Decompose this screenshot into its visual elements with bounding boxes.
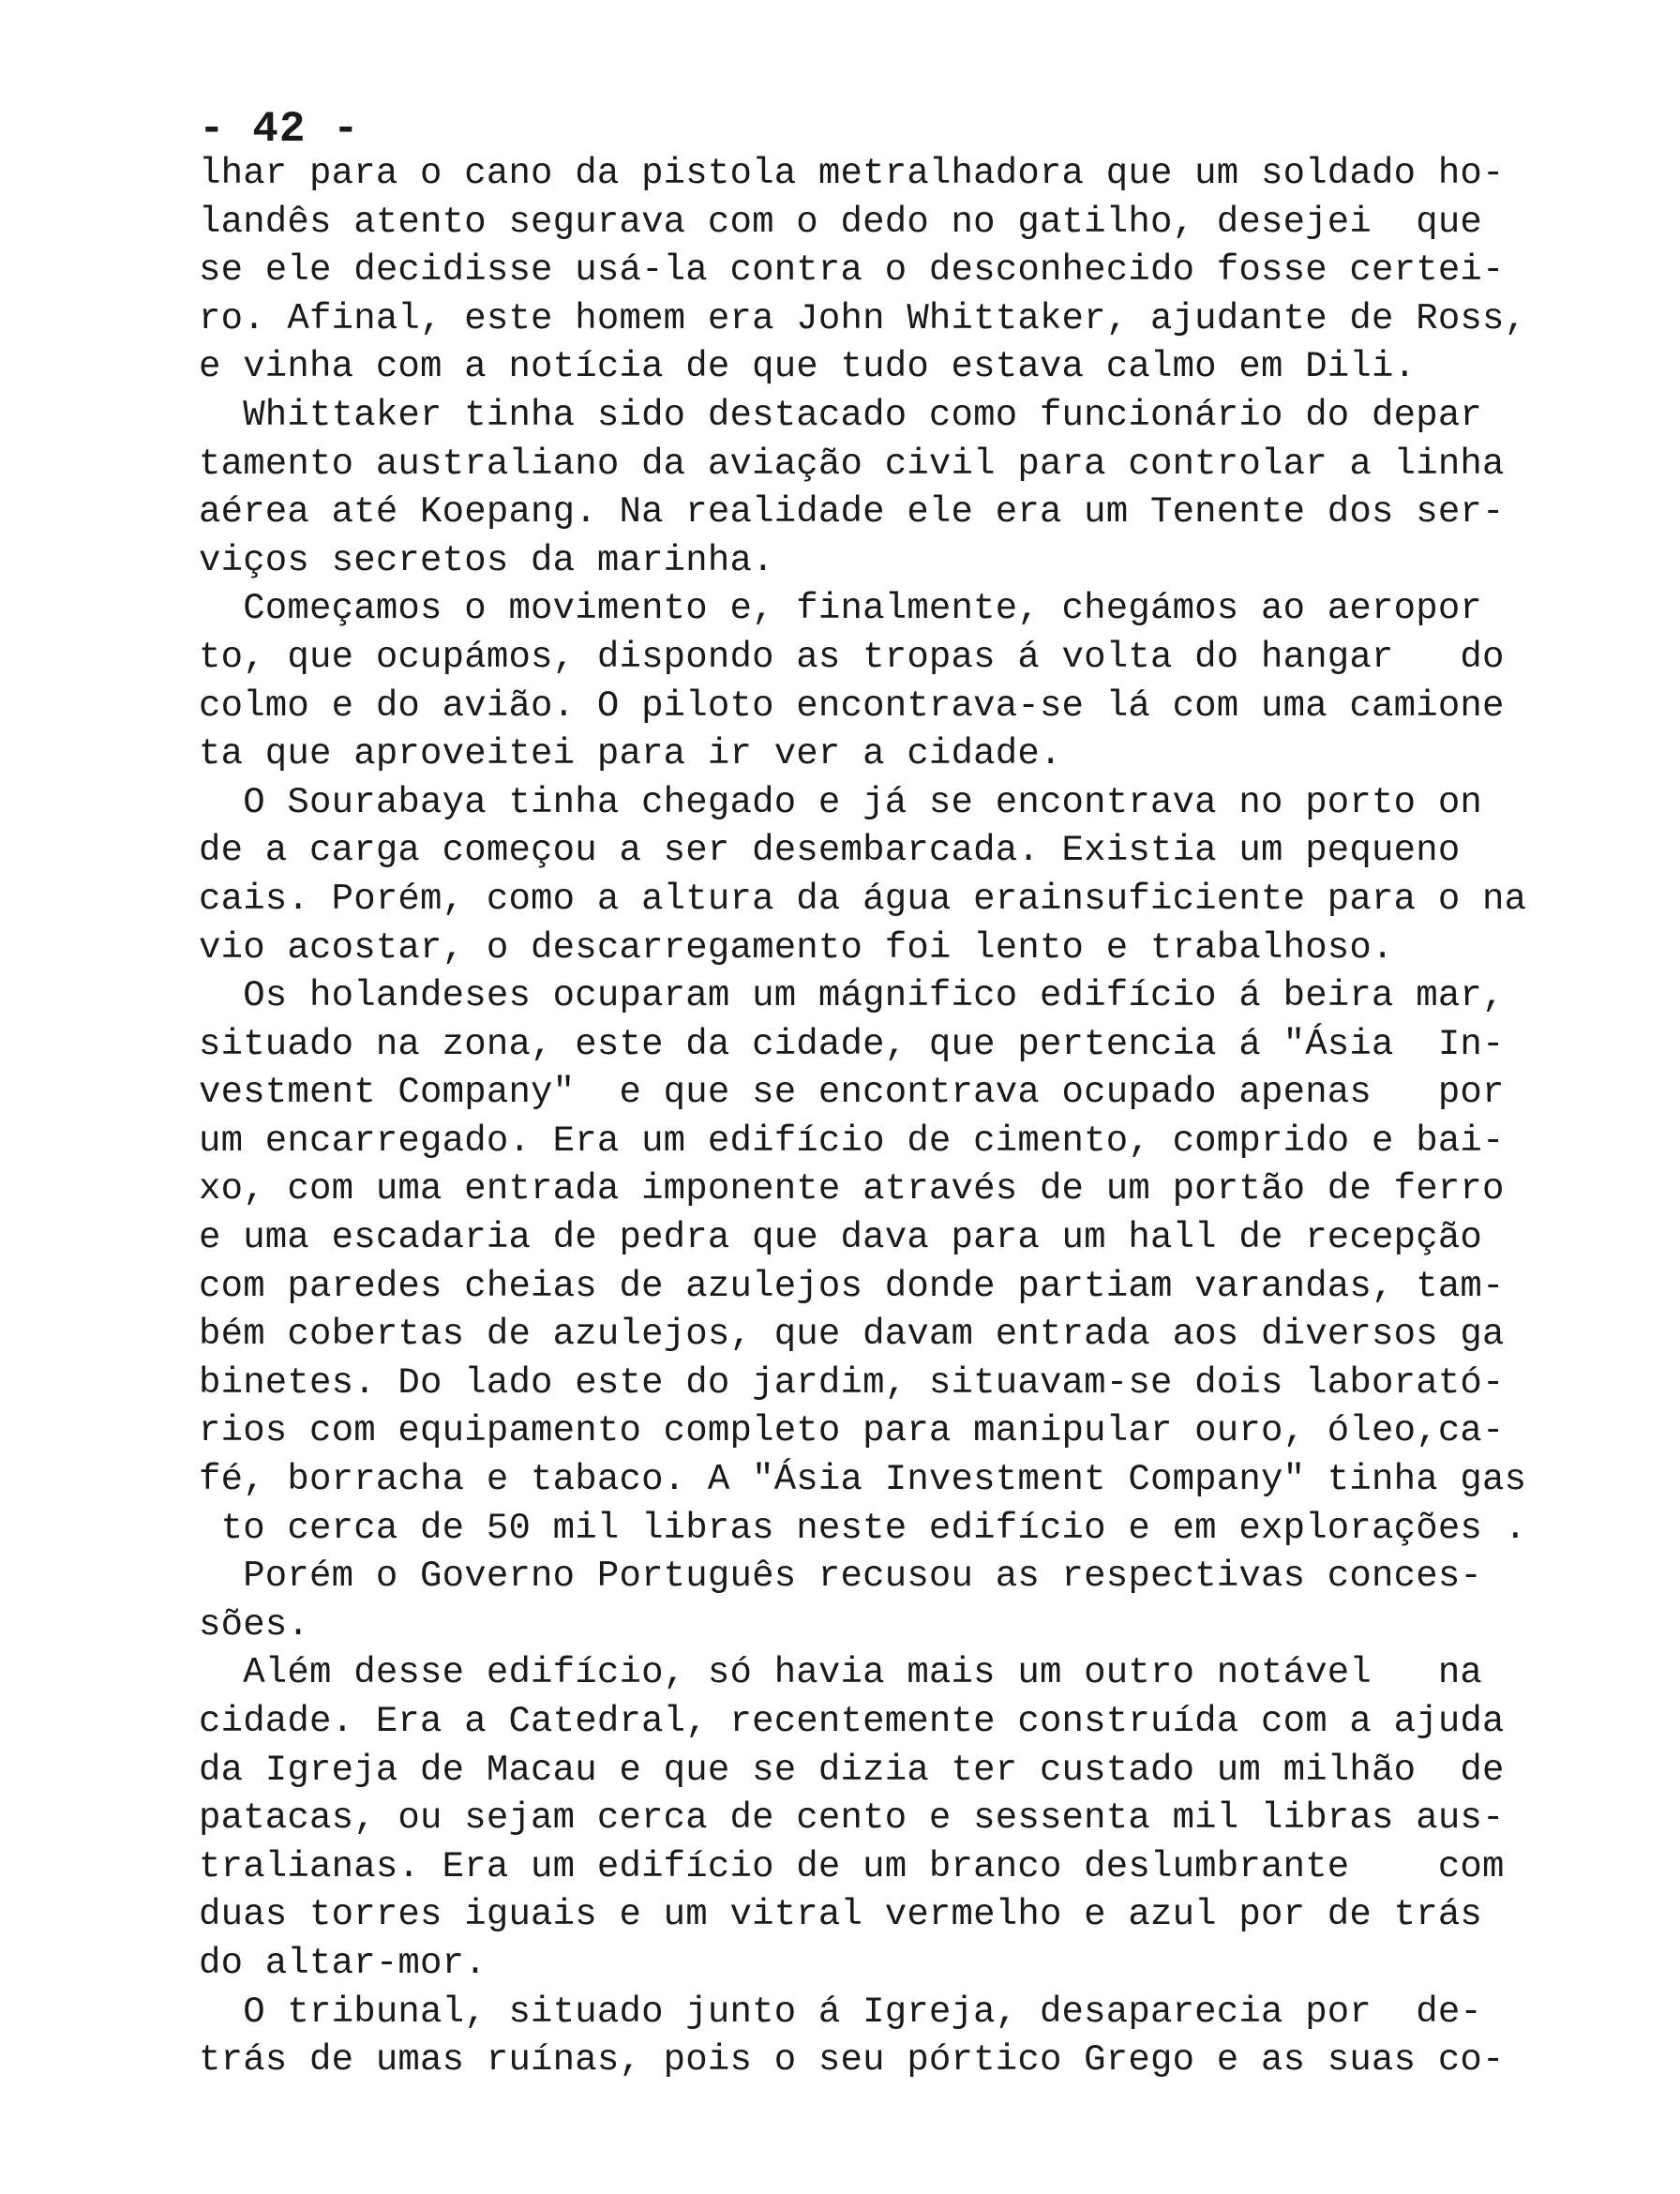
- text-line: xo, com uma entrada imponente através de um portão de ferro: [199, 1168, 1505, 1210]
- text-line: vio acostar, o descarregamento foi lento e trabalhoso.: [199, 926, 1394, 969]
- text-line: vestment Company" e que se encontrava ocupado apenas por: [199, 1072, 1505, 1114]
- text-line: fé, borracha e tabaco. A "Ásia Investment Company" tinha gas: [199, 1459, 1527, 1501]
- text-line: O tribunal, situado junto á Igreja, desaparecia por de-: [199, 1991, 1483, 2033]
- text-line: aérea até Koepang. Na realidade ele era um Tenente dos ser-: [199, 491, 1505, 533]
- body-text: [199, 150, 1605, 2085]
- text-line: Começamos o movimento e, finalmente, chegámos ao aeropor: [199, 588, 1483, 630]
- text-line: rios com equipamento completo para manipular ouro, óleo,ca-: [199, 1410, 1505, 1452]
- text-line: to, que ocupámos, dispondo as tropas á volta do hangar do: [199, 636, 1505, 678]
- text-line: um encarregado. Era um edifício de cimento, comprido e bai-: [199, 1120, 1505, 1162]
- text-line: O Sourabaya tinha chegado e já se encontrava no porto on: [199, 781, 1483, 823]
- text-line: viços secretos da marinha.: [199, 539, 774, 581]
- text-line: de a carga começou a ser desembarcada. Existia um pequeno: [199, 830, 1461, 872]
- text-line: duas torres iguais e um vitral vermelho e azul por de trás: [199, 1894, 1483, 1936]
- text-line: situado na zona, este da cidade, que pertencia á "Ásia In-: [199, 1023, 1505, 1065]
- text-line: Os holandeses ocuparam um mágnifico edifício á beira mar,: [199, 975, 1505, 1017]
- text-line: colmo e do avião. O piloto encontrava-se lá com uma camione: [199, 684, 1505, 727]
- text-line: to cerca de 50 mil libras neste edifício e em explorações .: [199, 1507, 1527, 1549]
- text-line: Porém o Governo Português recusou as respectivas conces-: [199, 1555, 1483, 1598]
- text-line: se ele decidisse usá-la contra o desconhecido fosse certei-: [199, 249, 1505, 292]
- page-number: - 42 -: [199, 105, 360, 154]
- text-line: da Igreja de Macau e que se dizia ter custado um milhão de: [199, 1749, 1505, 1791]
- text-line: binetes. Do lado este do jardim, situavam-se dois laborató-: [199, 1361, 1505, 1404]
- text-line: ta que aproveitei para ir ver a cidade.: [199, 733, 1062, 775]
- text-line: e uma escadaria de pedra que dava para um hall de recepção: [199, 1217, 1483, 1259]
- text-line: cais. Porém, como a altura da água erainsuficiente para o na: [199, 878, 1527, 920]
- text-line: lhar para o cano da pistola metralhadora que um soldado ho-: [199, 153, 1505, 194]
- text-line: tralianas. Era um edifício de um branco deslumbrante com: [199, 1845, 1505, 1887]
- text-line: patacas, ou sejam cerca de cento e sessenta mil libras aus-: [199, 1797, 1505, 1840]
- text-line: Whittaker tinha sido destacado como funcionário do depar: [199, 394, 1483, 436]
- text-line: e vinha com a notícia de que tudo estava calmo em Dili.: [199, 346, 1417, 388]
- text-line: Além desse edifício, só havia mais um outro notável na: [199, 1652, 1483, 1694]
- text-line: trás de umas ruínas, pois o seu pórtico Grego e as suas co-: [199, 2039, 1505, 2081]
- text-line: bém cobertas de azulejos, que davam entrada aos diversos ga: [199, 1314, 1505, 1356]
- text-line: tamento australiano da aviação civil para controlar a linha: [199, 443, 1505, 485]
- text-line: do altar-mor.: [199, 1942, 487, 1984]
- text-line: com paredes cheias de azulejos donde partiam varandas, tam-: [199, 1265, 1505, 1307]
- text-line: sões.: [199, 1603, 310, 1646]
- text-line: cidade. Era a Catedral, recentemente construída com a ajuda: [199, 1701, 1505, 1742]
- text-line: ro. Afinal, este homem era John Whittaker, ajudante de Ross,: [199, 297, 1527, 339]
- text-line: landês atento segurava com o dedo no gatilho, desejei que: [199, 201, 1483, 243]
